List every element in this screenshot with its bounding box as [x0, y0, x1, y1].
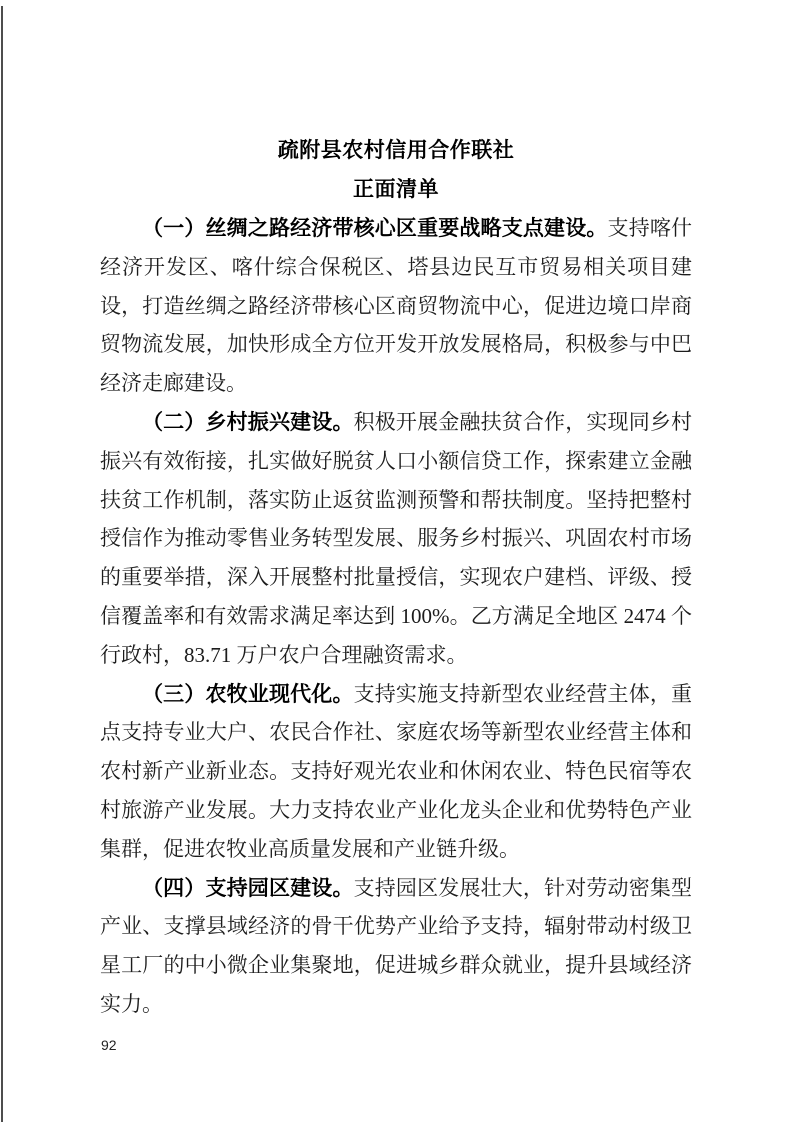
page-number: 92	[101, 1037, 117, 1053]
paragraph-2-heading: （二）乡村振兴建设。	[142, 409, 354, 434]
document-subtitle: 正面清单	[353, 177, 439, 201]
paragraph-4	[100, 869, 692, 1024]
document-title: 疏附县农村信用合作联社	[277, 138, 515, 162]
document-content	[100, 131, 692, 1024]
paragraph-4-body: 支持园区发展壮大，针对劳动密集型产业、支撑县域经济的骨干优势产业给予支持，辐射带动村级卫星工厂的中小微企业集聚地，促进城乡群众就业，提升县域经济实力。	[100, 875, 693, 1016]
paragraph-3-body: 支持实施支持新型农业经营主体，重点支持专业大户、农民合作社、家庭农场等新型农业经营主体和农村新产业新业态。支持好观光农业和休闲农业、特色民宿等农村旅游产业发展。大力支持农业产业化龙头企业和优势特色产业集群，促进农牧业高质量发展和产业链升级。	[100, 681, 693, 861]
paragraph-3-heading: （三）农牧业现代化。	[142, 681, 354, 706]
paragraph-2	[100, 403, 692, 675]
paragraph-1-body: 支持喀什经济开发区、喀什综合保税区、塔县边民互市贸易相关项目建设，打造丝绸之路经济带核心区商贸物流中心，促进边境口岸商贸物流发展，加快形成全方位开发开放发展格局，积极参与中巴经济走廊建设。	[100, 216, 693, 396]
paragraph-3	[100, 675, 692, 869]
paragraph-1-heading: （一）丝绸之路经济带核心区重要战略支点建设。	[142, 216, 608, 240]
paragraph-1	[100, 209, 692, 403]
paragraph-2-body: 积极开展金融扶贫合作，实现同乡村振兴有效衔接，扎实做好脱贫人口小额信贷工作，探索建立金融扶贫工作机制，落实防止返贫监测预警和帮扶制度。坚持把整村授信作为推动零售业务转型发展、服务乡村振兴、巩固农村市场的重要举措，深入开展整村批量授信，实现农户建档、评级、授信覆盖率和有效需求满足率达到 100%。乙方满足全地区 2474 个行政村，83.71 万户农户合理融资需求。	[100, 409, 693, 667]
scan-edge-line	[1, 6, 3, 1122]
paragraph-4-heading: （四）支持园区建设。	[142, 875, 354, 900]
